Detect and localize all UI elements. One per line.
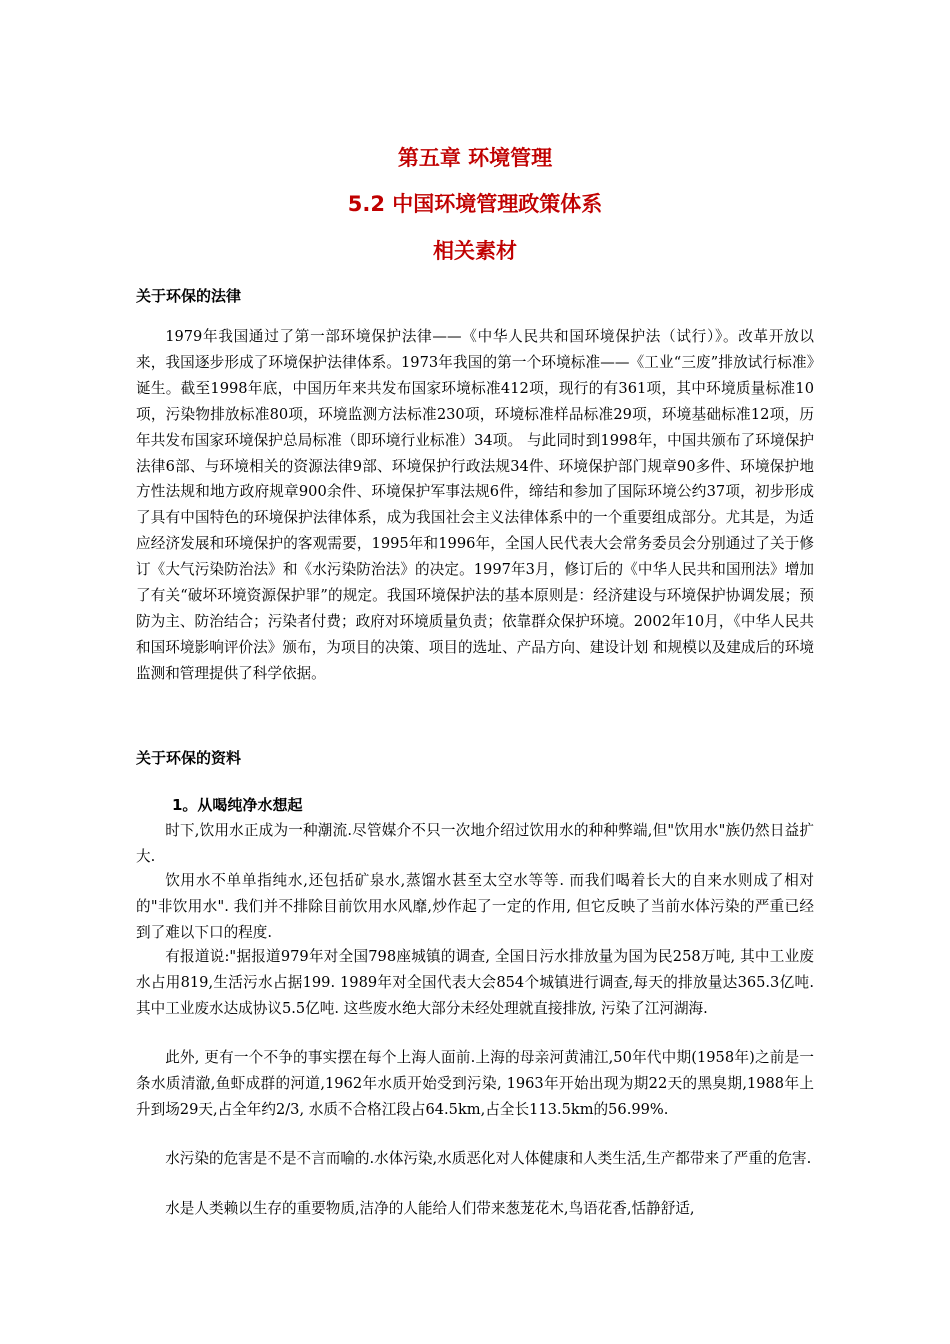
material-title: 相关素材 bbox=[433, 239, 517, 263]
materials-paragraph: 有报道说:"据报道979年对全国798座城镇的调查, 全国日污水排放量为国为民258万吨, 其中工业废水占用819,生活污水占据199. 1989年对全国代表大会854个城镇进行调查,每天的排放量达365.3亿吨.其中工业废水达成协议5.5亿吨. 这些废水绝大部分未经处理就直接排放, 污染了江河湖海. bbox=[136, 948, 814, 1017]
law-paragraph: 1979年我国通过了第一部环境保护法律——《中华人民共和国环境保护法（试行）》。改革开放以来，我国逐步形成了环境保护法律体系。1973年我国的第一个环境标准——《工业“三废”排放试行标准》诞生。截至1998年底，中国历年来共发布国家环境标准412项，现行的有361项，其中环境质量标准10项，污染物排放标准80项，环境监测方法标准230项，环境标准样品标准29项，环境基础标准12项，历年共发布国家环境保护总局标准（即环境行业标准）34项。 与此同时到1998年，中国共颁布了环境保护法律6部、与环境相关的资源法律9部、环境保护行政法规34件、环境保护部门规章90多件、环境保护地方性法规和地方政府规章900余件、环境保护军事法规6件，缔结和参加了国际环境公约37项，初步形成了具有中国特色的环境保护法律体系，成为我国社会主义法律体系中的一个重要组成部分。尤其是，为适应经济发展和环境保护的客观需要，1995年和1996年，全国人民代表大会常务委员会分别通过了关于修订《大气污染防治法》和《水污染防治法》的决定。1997年3月，修订后的《中华人民共和国刑法》增加了有关“破坏环境资源保护罪”的规定。我国环境保护法的基本原则是：经济建设与环境保护协调发展；预防为主、防治结合；污染者付费；政府对环境质量负责；依靠群众保护环境。2002年10月，《中华人民共和国环境影响评价法》颁布，为项目的决策、项目的选址、产品方向、建设计划 和规模以及建成后的环境监测和管理提供了科学依据。 bbox=[136, 328, 814, 682]
materials-paragraph: 此外, 更有一个不争的事实摆在每个上海人面前.上海的母亲河黄浦江,50年代中期(1958年)之前是一条水质清澈,鱼虾成群的河道,1962年水质开始受到污染, 1963年开始出现为期22天的黑臭期,1988年上升到场29天,占全年约2/3, 水质不合格江段占64.5km,占全长113.5km的56.99%. bbox=[136, 1049, 814, 1118]
materials-paragraph: 水污染的危害是不是不言而喻的.水体污染,水质恶化对人体健康和人类生活,生产都带来了严重的危害. bbox=[165, 1150, 812, 1167]
materials-paragraph: 水是人类赖以生存的重要物质,洁净的人能给人们带来葱茏花木,鸟语花香,恬静舒适, bbox=[165, 1200, 695, 1217]
chapter-title: 第五章 环境管理 bbox=[397, 146, 553, 170]
materials-paragraph: 饮用水不单单指纯水,还包括矿泉水,蒸馏水甚至太空水等等. 而我们喝着长大的自来水则成了相对的"非饮用水". 我们并不排除目前饮用水风靡,炒作起了一定的作用, 但它反映了当前水体污染的严重已经到了难以下口的程度. bbox=[136, 872, 814, 941]
materials-paragraph: 时下,饮用水正成为一种潮流.尽管媒介不只一次地介绍过饮用水的种种弊端,但"饮用水"族仍然日益扩大. bbox=[136, 822, 814, 865]
section-title: 5.2 中国环境管理政策体系 bbox=[347, 192, 603, 216]
materials-heading: 关于环保的资料 bbox=[136, 749, 242, 767]
materials-subheading: 1。从喝纯净水想起 bbox=[172, 796, 303, 814]
law-heading: 关于环保的法律 bbox=[136, 287, 242, 305]
